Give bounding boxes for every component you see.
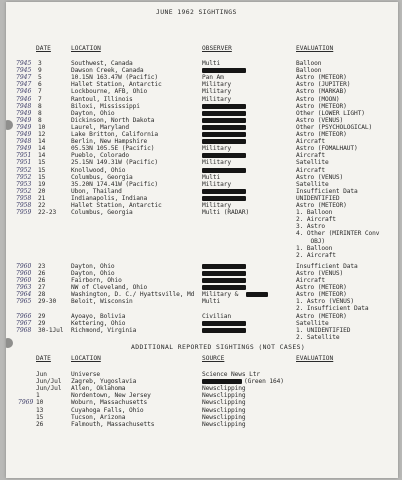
handwritten-case-number: 7958 [16,202,32,209]
handwritten-case-number: 7951 [16,152,32,160]
row-location: Indianapolis, Indiana [71,194,148,202]
row-evaluation: Astro (VENUS) [296,269,344,277]
row-location: 35.20N 174.41W (Pacific) [71,180,159,188]
header2-location: LOCATION [71,355,101,362]
add-row-source: Newsclipping [202,406,246,414]
redaction-bar [246,292,268,297]
row-observer: Military [202,180,232,188]
row-evaluation: Satellite [296,180,329,188]
row-observer: Multi [202,173,221,181]
handwritten-case-number: 7965 [16,298,32,306]
row-evaluation: Astro (MOON) [296,95,340,103]
document-page [6,2,398,478]
row-evaluation: 1. Astro (VENUS) [296,298,355,306]
row-evaluation: Satellite [296,319,329,327]
row-location: Dayton, Ohio [71,109,115,117]
row-evaluation: Astro (METEOR) [296,131,347,138]
add-row-date: 26 [36,420,44,428]
row-location: NW of Cleveland, Ohio [71,284,148,292]
row-evaluation: Other (PSYCHOLOGICAL) [296,123,373,131]
redaction-bar [202,321,246,326]
header2-evaluation: EVALUATION [296,355,334,362]
row-location: Knollwood, Ohio [71,166,126,174]
handwritten-case-number: 7946 [16,95,32,103]
row-date: 12 [38,131,46,138]
header2-source: SOURCE [202,355,225,362]
row-evaluation: Aircraft [296,166,326,174]
row-evaluation: Astro (MARKAB) [296,88,347,96]
add-row-source: Newsclipping [202,413,246,421]
add-row-source: Newsclipping [202,420,246,428]
row-evaluation: 1. UNIDENTIFIED [296,326,351,334]
add-row-location: Zagreb, Yugoslavia [71,378,137,386]
row-location: Fairborn, Ohio [71,277,122,284]
evaluation-continued: OBJ) [296,237,326,245]
row-date: 15 [38,173,46,181]
row-location: Dickinson, North Dakota [71,116,155,124]
redaction-bar [202,264,246,269]
row-date: 3 [38,60,42,67]
row-observer: Multi (RADAR) [202,209,250,217]
row-date: 7 [38,95,42,103]
row-date: 7 [38,88,42,96]
row-observer: Multi [202,298,221,306]
row-observer: Military [202,95,232,103]
row-observer: Civilian [202,312,232,320]
handwritten-case-number: 7968 [16,326,32,334]
header-date: DATE [36,45,51,52]
row-date: 8 [38,109,42,117]
add-row-source: Science News Ltr [202,371,261,378]
handwritten-case-number: 7964 [16,291,32,299]
redaction-bar [202,125,246,130]
row-evaluation: Astro (METEOR) [296,312,347,320]
redaction-bar [202,104,246,109]
row-evaluation: Other (LOWER LIGHT) [296,109,365,117]
row-date: 22 [38,202,46,209]
row-date: 20 [38,187,46,195]
evaluation-continued: 2. Satellite [296,333,340,341]
header2-date: DATE [36,355,51,362]
row-location: Hallet Station, Antarctic [71,81,162,89]
handwritten-number: 7969 [18,399,34,406]
handwritten-case-number: 7945 [16,60,32,67]
row-date: 8 [38,102,42,110]
header-location: LOCATION [71,45,101,52]
row-location: Washington, D. C./ Hyattsville, Md [71,291,195,299]
row-observer: Military [202,145,232,153]
redaction-bar [202,271,246,276]
row-date: 22-23 [38,209,57,217]
row-date: 5 [38,74,42,82]
row-location: Pueblo, Colorado [71,152,130,160]
add-row-location: Allen, Oklahoma [71,385,126,393]
redaction-bar [202,285,246,290]
row-location: Berlin, New Hampshire [71,138,148,146]
redaction-bar [202,153,246,158]
handwritten-case-number: 7949 [16,123,32,131]
row-location: Columbus, Georgia [71,209,133,217]
row-evaluation: Astro (METEOR) [296,202,347,209]
handwritten-case-number: 7966 [16,312,32,320]
additional-title: ADDITIONAL REPORTED SIGHTINGS (NOT CASES) [131,343,306,351]
row-location: Hallet Station, Antarctic [71,202,162,209]
row-location: Columbus, Georgia [71,173,133,181]
handwritten-case-number: 7948 [16,138,32,146]
add-row-source: Newsclipping [202,392,246,400]
add-row-location: Falmouth, Massachusetts [71,420,155,428]
row-observer: Military [202,202,232,209]
redaction-bar [202,328,246,333]
row-evaluation: Aircraft [296,138,326,146]
redaction-bar [202,111,246,116]
add-row-location: Nordentown, New Jersey [71,392,151,400]
handwritten-case-number: 7960 [16,262,32,270]
row-observer: Multi [202,60,221,67]
add-row-source: Newsclipping [202,399,246,407]
row-location: Ubon, Thailand [71,187,122,195]
handwritten-case-number: 7949 [16,109,32,117]
row-location: Dawson Creek, Canada [71,67,144,75]
handwritten-case-number: 7952 [16,173,32,181]
add-row-source: Newsclipping [202,385,246,393]
row-date: 21 [38,194,46,202]
row-date: 14 [38,145,46,153]
row-date: 30-1Jul [38,326,64,334]
row-date: 8 [38,116,42,124]
row-evaluation: Balloon [296,60,322,67]
row-location: Dayton, Ohio [71,262,115,270]
row-date: 14 [38,138,46,146]
add-row-date: 15 [36,413,44,421]
handwritten-case-number: 7959 [16,209,32,217]
handwritten-case-number: 7963 [16,284,32,292]
add-row-date: Jun [36,371,47,378]
row-evaluation: Satellite [296,159,329,167]
redaction-bar [202,379,242,384]
row-location: Richmond, Virginia [71,326,137,334]
row-evaluation: Astro (FOMALHAUT) [296,145,358,153]
evaluation-continued: 2. Aircraft [296,216,336,224]
row-observer: Military & [202,291,239,299]
add-row-date: Jun/Jul [36,378,62,386]
row-observer: Military [202,88,232,96]
row-observer: Military [202,159,232,167]
row-location: Lake Britton, California [71,131,159,138]
evaluation-continued: 2. Insufficient Data [296,305,369,313]
add-row-location: Cuyahoga Falls, Ohio [71,406,144,414]
row-date: 29 [38,319,46,327]
row-evaluation: Insufficient Data [296,262,358,270]
row-evaluation: Astro (METEOR) [296,102,347,110]
row-location: Ayoayo, Bolivia [71,312,126,320]
handwritten-case-number: 7946 [16,88,32,96]
row-date: 19 [38,180,46,188]
add-row-source: (Green 164) [244,378,284,386]
row-evaluation: Astro (JUPITER) [296,81,351,89]
row-date: 10 [38,123,46,131]
evaluation-continued: 3. Astro [296,223,326,231]
row-location: Kettering, Ohio [71,319,126,327]
add-row-location: Woburn, Massachusetts [71,399,148,407]
row-date: 6 [38,81,42,89]
row-observer: Pan Am [202,74,224,82]
header-observer: OBSERVER [202,45,232,52]
redaction-bar [202,189,246,194]
handwritten-case-number: 7953 [16,180,32,188]
row-location: Laurel, Maryland [71,123,130,131]
row-location: Beloit, Wisconsin [71,298,133,306]
row-date: 15 [38,166,46,174]
row-evaluation: Insufficient Data [296,187,358,195]
punch-hole [6,338,13,348]
handwritten-case-number: 7949 [16,145,32,153]
row-date: 28 [38,291,46,299]
row-date: 29 [38,312,46,320]
add-row-location: Universe [71,371,101,378]
page-title: JUNE 1962 SIGHTINGS [156,8,237,16]
handwritten-case-number: 7948 [16,102,32,110]
row-date: 14 [38,152,46,160]
handwritten-case-number: 7952 [16,166,32,174]
redaction-bar [202,118,246,123]
evaluation-continued: 2. Aircraft [296,251,336,259]
add-row-date: 13 [36,406,44,414]
row-date: 29-30 [38,298,57,306]
row-evaluation: Astro (VENUS) [296,116,344,124]
handwritten-case-number: 7947 [16,74,32,82]
redaction-bar [202,196,246,201]
row-location: Dayton, Ohio [71,269,115,277]
handwritten-case-number: 7967 [16,319,32,327]
row-location: Rantoul, Illinois [71,95,133,103]
add-row-location: Tucson, Arizona [71,413,126,421]
add-row-date: 10 [36,399,44,407]
row-location: Southwest, Canada [71,60,133,67]
row-evaluation: UNIDENTIFIED [296,194,340,202]
evaluation-continued: 1. Balloon [296,244,333,252]
handwritten-case-number: 7949 [16,116,32,124]
row-evaluation: Balloon [296,67,322,75]
row-date: 9 [38,67,42,75]
evaluation-continued: 4. Other (MIRINTER Conv [296,230,380,238]
handwritten-case-number: 7960 [16,277,32,284]
redaction-bar [202,139,246,144]
handwritten-case-number: 7947 [16,81,32,89]
row-location: Biloxi, Mississippi [71,102,140,110]
row-location: 10.15N 163.47W (Pacific) [71,74,159,82]
row-date: 26 [38,269,46,277]
row-date: 15 [38,159,46,167]
row-evaluation: 1. Balloon [296,209,333,217]
row-date: 27 [38,284,46,292]
redaction-bar [202,168,246,173]
row-evaluation: Aircraft [296,277,326,284]
row-date: 23 [38,262,46,270]
row-evaluation: Aircraft [296,152,326,160]
row-evaluation: Astro (METEOR) [296,291,347,299]
handwritten-case-number: 7949 [16,131,32,138]
row-location: 05.53N 105.5E (Pacific) [71,145,155,153]
handwritten-case-number: 7960 [16,269,32,277]
redaction-bar [202,68,246,73]
handwritten-case-number: 7945 [16,67,32,75]
row-observer: Military [202,81,232,89]
punch-hole [6,120,13,130]
redaction-bar [202,132,246,137]
row-location: Lockbourne, AFB, Ohio [71,88,148,96]
row-date: 26 [38,277,46,284]
row-evaluation: Astro (METEOR) [296,74,347,82]
handwritten-case-number: 7958 [16,194,32,202]
handwritten-case-number: 7952 [16,187,32,195]
row-evaluation: Astro (METEOR) [296,284,347,292]
redaction-bar [202,278,246,283]
add-row-date: Jun/Jul [36,385,62,393]
handwritten-case-number: 7951 [16,159,32,167]
add-row-date: 1 [36,392,40,400]
row-location: 25.15N 149.31W (Pacific) [71,159,159,167]
row-evaluation: Astro (VENUS) [296,173,344,181]
header-evaluation: EVALUATION [296,45,334,52]
